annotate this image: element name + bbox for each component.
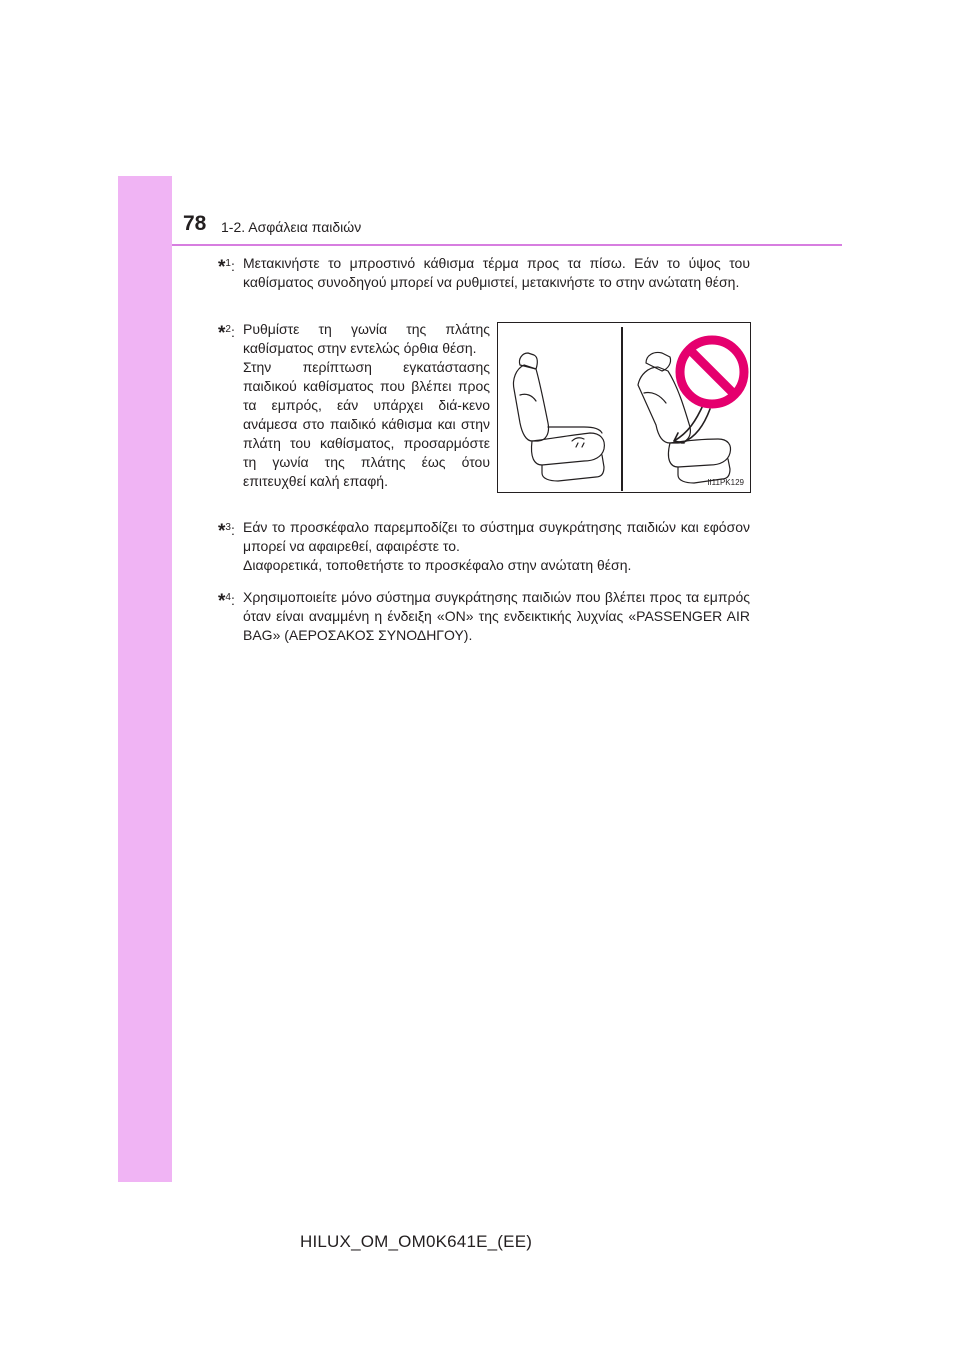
note-marker: *$^3$:: [218, 521, 235, 542]
note-text: Ρυθμίστε τη γωνία της πλάτης καθίσματος στην εντελώς όρθια θέση. Στην περίπτωση εγκατάστασης παιδικού καθίσματος που βλέπει προς τα εμπρός, εάν υπάρχει διά-κενο ανάμεσα στο παιδικό κάθισμα και στην πλάτη του καθίσματος, προσαρμόστε τη γωνία της πλάτης έως ότου επιτευχθεί καλή επαφή.: [243, 321, 490, 489]
note-marker: *$^4$:: [218, 591, 235, 612]
note-1: [218, 254, 750, 292]
seat-drawing: [498, 323, 752, 494]
figure-code: II11PK129: [707, 478, 744, 487]
note-marker: *$^2$:: [218, 323, 235, 344]
note-3: [218, 518, 750, 575]
note-text: Χρησιμοποιείτε μόνο σύστημα συγκράτησης παιδιών που βλέπει προς τα εμπρός όταν είναι αναμμένη η ένδειξη «ON» της ενδεικτικής λυχνίας «PASSENGER AIR BAG» (ΑΕΡΟΣΑΚΟΣ ΣΥΝΟΔΗΓΟΥ).: [243, 589, 750, 643]
note-4: [218, 588, 750, 645]
gap-arrow-icon: [674, 403, 710, 443]
document-id: HILUX_OM_OM0K641E_(EE): [300, 1232, 533, 1251]
note-text: Μετακινήστε το μπροστινό κάθισμα τέρμα προς τα πίσω. Εάν το ύψος του καθίσματος συνοδηγού μπορεί να ρυθμιστεί, μετακινήστε το στην ανώτατη θέση.: [243, 255, 750, 290]
seat-illustration: [497, 322, 751, 493]
note-marker: *$^1$:: [218, 257, 235, 278]
chapter-sidebar-tab: [118, 176, 172, 1182]
note-text: Εάν το προσκέφαλο παρεμποδίζει το σύστημα συγκράτησης παιδιών και εφόσον μπορεί να αφαιρεθεί, αφαιρέστε το. Διαφορετικά, τοποθετήστε το προσκέφαλο στην ανώτατη θέση.: [243, 519, 750, 573]
prohibition-icon: [680, 340, 744, 404]
header-divider: [172, 244, 842, 246]
upright-seat-icon: [513, 353, 604, 481]
page-number: 78: [183, 212, 207, 235]
section-title: 1-2. Ασφάλεια παιδιών: [221, 219, 362, 235]
note-2: [218, 320, 490, 491]
